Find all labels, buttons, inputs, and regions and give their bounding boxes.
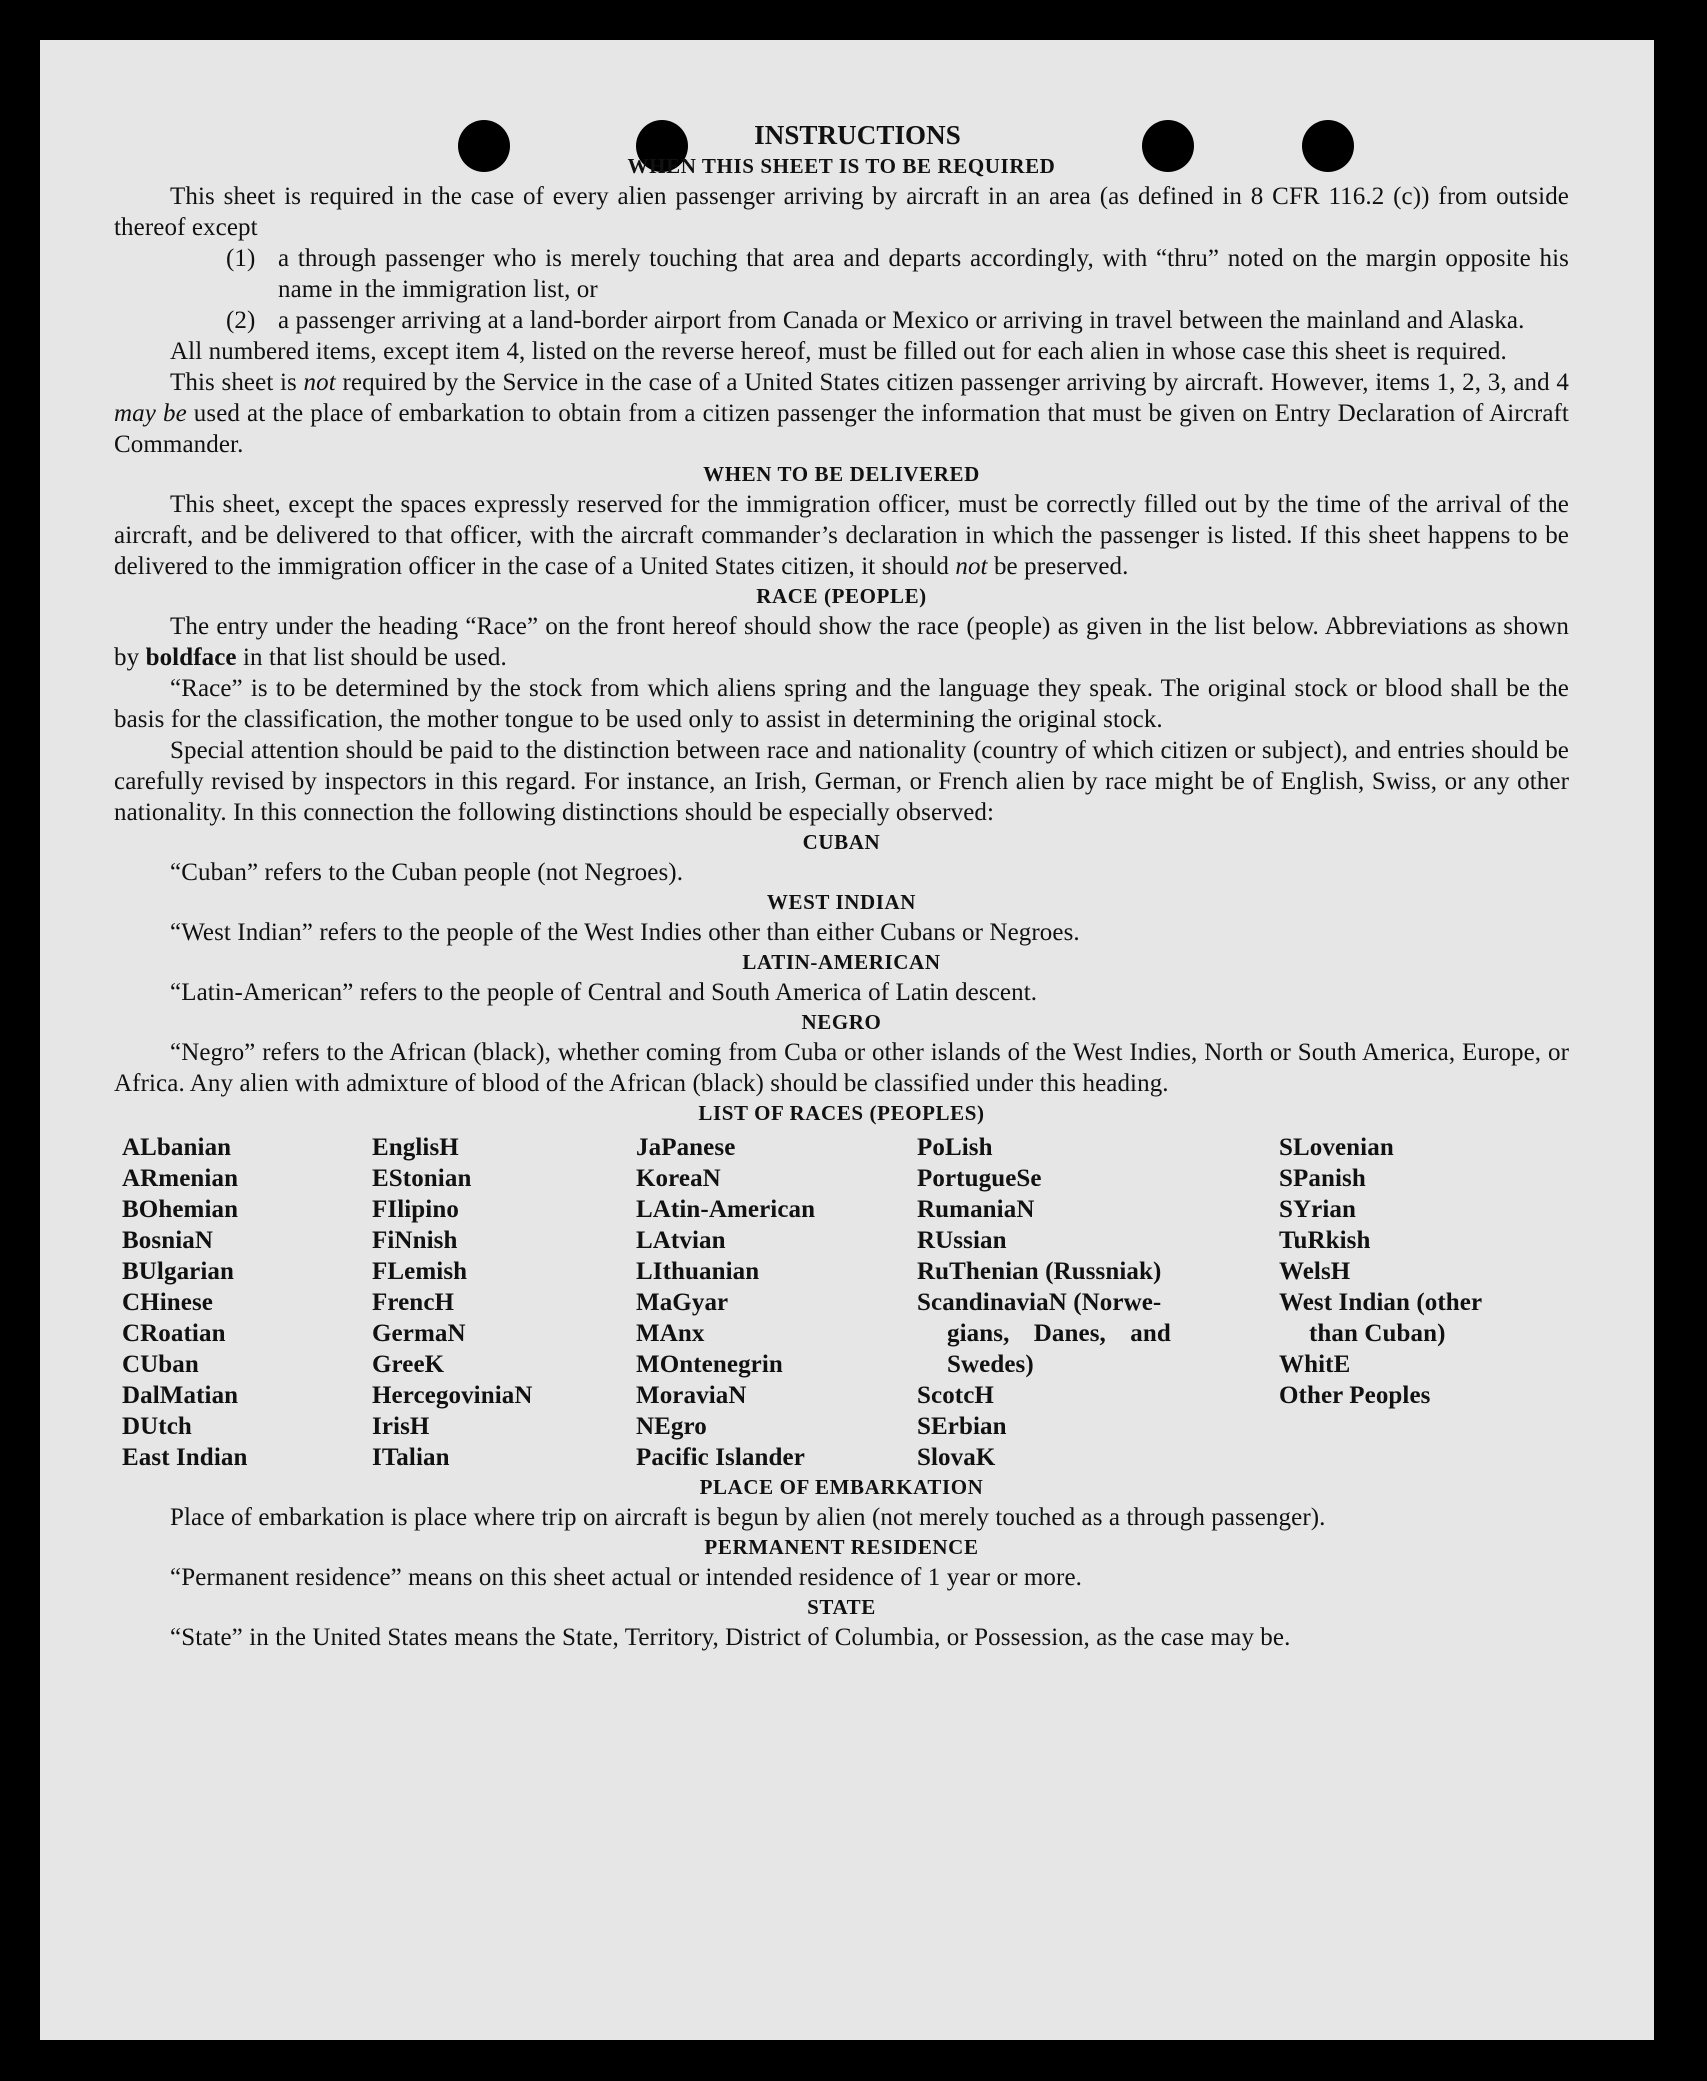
race-entry: ScandinaviaN (Norwe-	[917, 1289, 1162, 1316]
section-heading-state: STATE	[807, 1595, 876, 1619]
section-heading-list-of-races: LIST OF RACES (PEOPLES)	[698, 1101, 985, 1125]
section-heading-required: WHEN THIS SHEET IS TO BE REQUIRED	[627, 154, 1056, 178]
section-heading-negro: NEGRO	[801, 1010, 882, 1034]
para3-text-c: used at the place of embarkation to obtain from a citizen passenger the information that must be given on Entry Declaration of Aircraft Commander.	[114, 400, 1569, 458]
race-entry: BOhemian	[122, 1196, 239, 1223]
race-entry: IrisH	[372, 1413, 430, 1440]
race-entry: FIlipino	[372, 1196, 459, 1223]
race-entry: PoLish	[917, 1134, 993, 1161]
west-indian-text: “West Indian” refers to the people of the West Indies other than either Cubans or Negroes.	[170, 919, 1080, 946]
race-entry: West Indian (other	[1279, 1289, 1483, 1316]
race-para2: “Race” is to be determined by the stock from which aliens spring and the language they speak. The original stock or blood shall be the basis for the classification, the mother tongue to be used only to assist in determining the original stock.	[114, 675, 1569, 733]
instructions-body	[114, 118, 1569, 1653]
race-entry: GermaN	[372, 1320, 466, 1347]
race-entry: ScotcH	[917, 1382, 994, 1409]
race-entry: MoraviaN	[636, 1382, 747, 1409]
race-entry: EStonian	[372, 1165, 472, 1192]
race-entry: LAtvian	[636, 1227, 726, 1254]
race-entry: RumaniaN	[917, 1196, 1035, 1223]
section-heading-cuban: CUBAN	[802, 830, 881, 854]
exception-item	[114, 243, 1569, 305]
race-text-a: The entry under the heading “Race” on the front hereof should show the race (people) as given in the list below. Abbreviations as shown by	[114, 613, 1569, 671]
race-entry: SErbian	[917, 1413, 1007, 1440]
section-heading-race: RACE (PEOPLE)	[756, 584, 927, 608]
race-para1	[114, 611, 1569, 673]
race-entry: MaGyar	[636, 1289, 729, 1316]
race-entry: FiNnish	[372, 1227, 458, 1254]
race-entry: HercegoviniaN	[372, 1382, 533, 1409]
race-entry: CHinese	[122, 1289, 213, 1316]
race-entry: FLemish	[372, 1258, 468, 1285]
race-column-5	[1279, 1132, 1539, 1473]
race-text-b: in that list should be used.	[236, 644, 507, 671]
race-entry-continuation: than Cuban)	[1309, 1320, 1446, 1347]
race-entry: WelsH	[1279, 1258, 1351, 1285]
section-heading-latin-american: LATIN-AMERICAN	[742, 950, 941, 974]
race-entry: ITalian	[372, 1444, 450, 1471]
section-heading-west-indian: WEST INDIAN	[766, 890, 917, 914]
race-entry: NEgro	[636, 1413, 707, 1440]
race-entry: GreeK	[372, 1351, 445, 1378]
race-entry-continuation: gians, Danes, and	[947, 1320, 1171, 1347]
delivered-para	[114, 489, 1569, 582]
required-para2: All numbered items, except item 4, listed on the reverse hereof, must be filled out for each alien in whose case this sheet is required.	[170, 338, 1507, 365]
race-column-4	[917, 1132, 1279, 1473]
race-entry: EnglisH	[372, 1134, 459, 1161]
delivered-text-b: be preserved.	[987, 553, 1129, 580]
race-entry: RUssian	[917, 1227, 1007, 1254]
para3-text-b: required by the Service in the case of a United States citizen passenger arriving by aircraft. However, items 1, 2, 3, and 4	[335, 369, 1570, 396]
race-para3: Special attention should be paid to the distinction between race and nationality (country of which citizen or subject), and entries should be carefully revised by inspectors in this regard. For instance, an Irish, German, or French alien by race might be of English, Swiss, or any other nationality. In this connection the following distinctions should be especially observed:	[114, 737, 1569, 826]
race-entry: SPanish	[1279, 1165, 1366, 1192]
embarkation-text: Place of embarkation is place where trip on aircraft is begun by alien (not merely touched as a through passenger).	[170, 1504, 1326, 1531]
race-entry: TuRkish	[1279, 1227, 1371, 1254]
race-entry: Other Peoples	[1279, 1382, 1431, 1409]
race-entry: LIthuanian	[636, 1258, 760, 1285]
race-entry: MOntenegrin	[636, 1351, 783, 1378]
race-entry: RuThenian (Russniak)	[917, 1258, 1162, 1285]
race-entry: BosniaN	[122, 1227, 214, 1254]
para3-emphasis-maybe: may be	[114, 400, 187, 427]
race-entry: WhitE	[1279, 1351, 1351, 1378]
race-entry: ALbanian	[122, 1134, 232, 1161]
exception-text: a through passenger who is merely touching that area and departs accordingly, with “thru” noted on the margin opposite his name in the immigration list, or	[278, 245, 1569, 303]
required-intro: This sheet is required in the case of every alien passenger arriving by aircraft in an area (as defined in 8 CFR 116.2 (c)) from outside thereof except	[114, 183, 1569, 241]
race-entry: SYrian	[1279, 1196, 1357, 1223]
race-list	[114, 1132, 1569, 1473]
race-entry: DalMatian	[122, 1382, 239, 1409]
delivered-emphasis-not: not	[955, 553, 988, 580]
page-title: INSTRUCTIONS	[754, 120, 961, 150]
race-column-3	[636, 1132, 917, 1473]
para3-emphasis-not: not	[303, 369, 336, 396]
race-entry: MAnx	[636, 1320, 705, 1347]
race-entry: Pacific Islander	[636, 1444, 805, 1471]
exception-number: (2)	[226, 307, 256, 334]
race-column-2	[372, 1132, 636, 1473]
race-entry: JaPanese	[636, 1134, 736, 1161]
race-entry: East Indian	[122, 1444, 248, 1471]
race-entry: SLovenian	[1279, 1134, 1394, 1161]
negro-text: “Negro” refers to the African (black), whether coming from Cuba or other islands of the West Indies, North or South America, Europe, or Africa. Any alien with admixture of blood of the African (black) should be classified under this heading.	[114, 1039, 1569, 1097]
residence-text: “Permanent residence” means on this sheet actual or intended residence of 1 year or more.	[170, 1564, 1082, 1591]
state-text: “State” in the United States means the State, Territory, District of Columbia, or Possession, as the case may be.	[170, 1624, 1291, 1651]
race-entry: DUtch	[122, 1413, 192, 1440]
latin-american-text: “Latin-American” refers to the people of Central and South America of Latin descent.	[170, 979, 1038, 1006]
required-para3	[114, 367, 1569, 460]
race-entry: SlovaK	[917, 1444, 996, 1471]
race-entry-continuation: Swedes)	[947, 1351, 1034, 1378]
race-entry: ARmenian	[122, 1165, 239, 1192]
race-entry: LAtin-American	[636, 1196, 816, 1223]
exception-item	[114, 305, 1569, 336]
exception-number: (1)	[226, 245, 256, 272]
delivered-text-a: This sheet, except the spaces expressly reserved for the immigration officer, must be correctly filled out by the time of the arrival of the aircraft, and be delivered to that officer, with the aircraft commander’s declaration in which the passenger is listed. If this sheet happens to be delivered to the immigration officer in the case of a United States citizen, it should	[114, 491, 1569, 580]
section-heading-residence: PERMANENT RESIDENCE	[704, 1535, 979, 1559]
race-entry: CRoatian	[122, 1320, 226, 1347]
race-column-1	[114, 1132, 372, 1473]
race-entry: CUban	[122, 1351, 199, 1378]
race-entry: BUlgarian	[122, 1258, 235, 1285]
race-entry: FrencH	[372, 1289, 455, 1316]
section-heading-delivered: WHEN TO BE DELIVERED	[703, 462, 980, 486]
para3-text-a: This sheet is	[170, 369, 304, 396]
section-heading-embarkation: PLACE OF EMBARKATION	[699, 1475, 984, 1499]
race-entry: KoreaN	[636, 1165, 721, 1192]
cuban-text: “Cuban” refers to the Cuban people (not Negroes).	[170, 859, 684, 886]
race-boldface-word: boldface	[145, 644, 237, 671]
exception-text: a passenger arriving at a land-border airport from Canada or Mexico or arriving in travel between the mainland and Alaska.	[278, 307, 1525, 334]
race-entry: PortugueSe	[917, 1165, 1042, 1192]
